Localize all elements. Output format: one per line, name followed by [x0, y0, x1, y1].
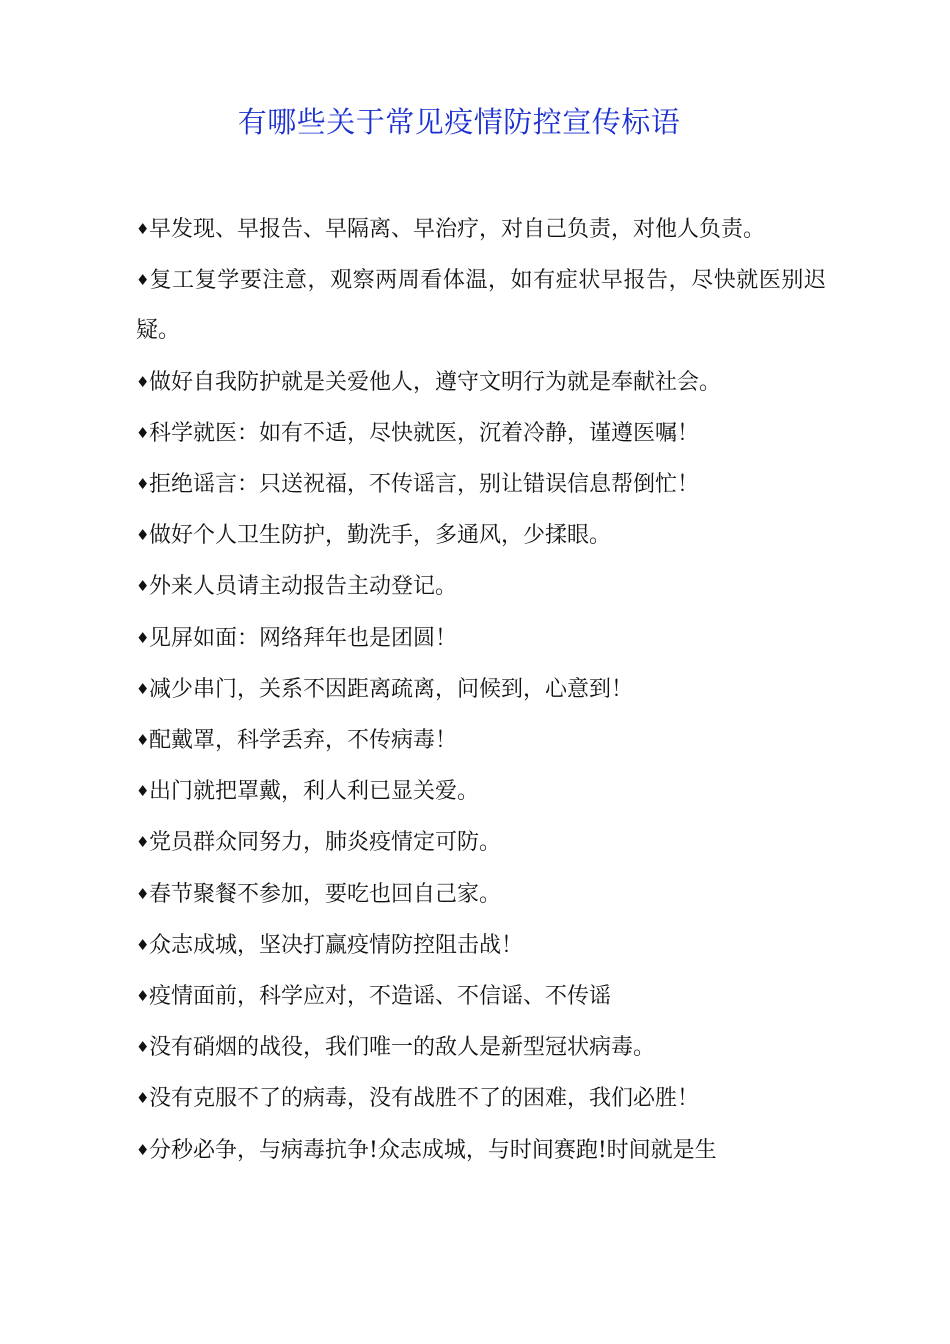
- slogan-text: 疫情面前，科学应对，不造谣、不信谣、不传谣: [149, 984, 612, 1010]
- list-item: [136, 920, 826, 971]
- slogan-text: 外来人员请主动报告主动登记。: [149, 574, 458, 600]
- slogan-text: 出门就把罩戴，利人利已显关爱。: [149, 779, 480, 805]
- slogan-text: 配戴罩，科学丢弃，不传病毒！: [149, 728, 458, 754]
- diamond-bullet-icon: ♦: [136, 526, 150, 545]
- diamond-bullet-icon: ♦: [136, 423, 150, 442]
- slogan-text: 春节聚餐不参加，要吃也回自己家。: [149, 881, 502, 907]
- list-item: [136, 715, 826, 766]
- list-item: [136, 408, 826, 459]
- slogan-text: 分秒必争，与病毒抗争!众志成城，与时间赛跑!时间就是生: [149, 1137, 717, 1163]
- slogan-text: 科学就医：如有不适，尽快就医，沉着冷静，谨遵医嘱！: [149, 420, 700, 446]
- diamond-bullet-icon: ♦: [136, 271, 150, 290]
- slogan-text: 拒绝谣言：只送祝福，不传谣言，别让错误信息帮倒忙！: [149, 472, 700, 498]
- slogan-text: 没有硝烟的战役，我们唯一的敌人是新型冠状病毒。: [149, 1035, 656, 1061]
- list-item: [136, 817, 826, 868]
- list-item: [136, 561, 826, 612]
- list-item: [136, 357, 826, 408]
- diamond-bullet-icon: ♦: [136, 475, 150, 494]
- diamond-bullet-icon: ♦: [136, 577, 150, 596]
- list-item: [136, 1125, 826, 1176]
- diamond-bullet-icon: ♦: [136, 220, 150, 238]
- diamond-bullet-icon: ♦: [136, 731, 150, 750]
- diamond-bullet-icon: ♦: [136, 679, 150, 698]
- diamond-bullet-icon: ♦: [136, 628, 150, 647]
- diamond-bullet-icon: ♦: [136, 833, 150, 852]
- slogan-list: [136, 204, 826, 1176]
- diamond-bullet-icon: ♦: [136, 884, 150, 903]
- diamond-bullet-icon: ♦: [136, 1140, 150, 1159]
- slogan-text: 复工复学要注意，观察两周看体温，如有症状早报告，尽快就医别迟疑。: [136, 268, 826, 344]
- slogan-text: 党员群众同努力，肺炎疫情定可防。: [149, 830, 502, 856]
- list-item: [136, 613, 826, 664]
- diamond-bullet-icon: ♦: [136, 782, 150, 801]
- slogan-text: 做好个人卫生防护，勤洗手，多通风，少揉眼。: [149, 523, 612, 549]
- list-item: [136, 1073, 826, 1124]
- document-title: 有哪些关于常见疫情防控宣传标语: [237, 105, 681, 139]
- diamond-bullet-icon: ♦: [136, 1089, 150, 1108]
- list-item: [136, 204, 826, 255]
- list-item: [136, 1022, 826, 1073]
- diamond-bullet-icon: ♦: [136, 1038, 150, 1057]
- slogan-text: 没有克服不了的病毒，没有战胜不了的困难，我们必胜！: [149, 1086, 700, 1112]
- slogan-text: 见屏如面：网络拜年也是团圆！: [149, 625, 458, 651]
- list-item: [136, 869, 826, 920]
- list-item: [136, 971, 826, 1022]
- list-item: [136, 766, 826, 817]
- slogan-text: 众志成城，坚决打赢疫情防控阻击战！: [149, 932, 524, 958]
- list-item: [136, 664, 826, 715]
- list-item: [136, 459, 826, 510]
- diamond-bullet-icon: ♦: [136, 987, 150, 1006]
- list-item: [136, 510, 826, 561]
- diamond-bullet-icon: ♦: [136, 935, 150, 954]
- slogan-text: 减少串门，关系不因距离疏离，问候到，心意到！: [149, 676, 634, 702]
- list-item: [136, 255, 826, 356]
- slogan-text: 早发现、早报告、早隔离、早治疗，对自己负责，对他人负责。: [149, 217, 766, 242]
- diamond-bullet-icon: ♦: [136, 372, 150, 391]
- slogan-text: 做好自我防护就是关爱他人，遵守文明行为就是奉献社会。: [149, 369, 722, 395]
